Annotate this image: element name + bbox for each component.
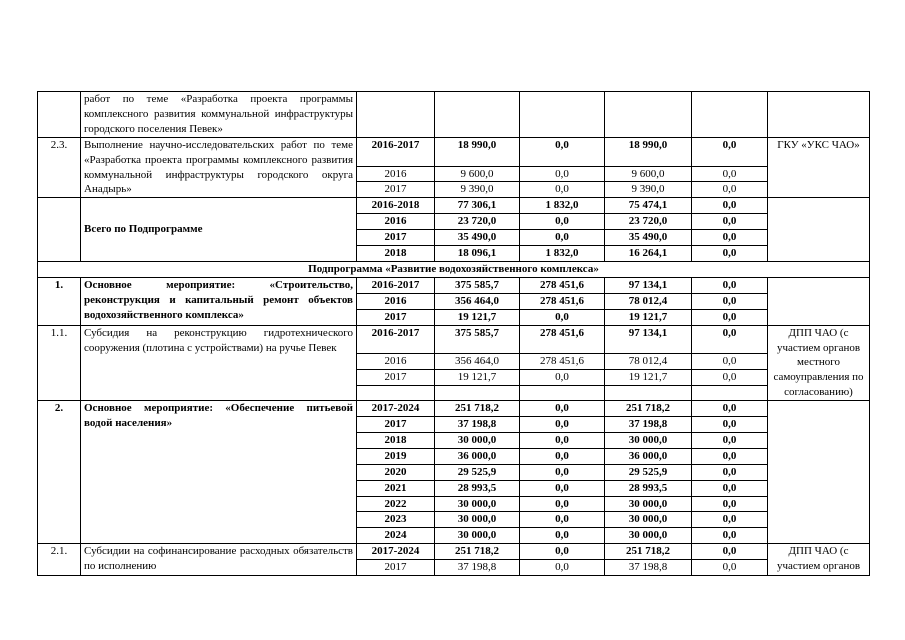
empty-cell: [692, 92, 768, 138]
item-number: 1.1.: [38, 325, 81, 401]
period-cell: 2018: [357, 432, 435, 448]
empty-cell: [520, 92, 605, 138]
local-cell: 0,0: [692, 432, 768, 448]
period-cell: 2017: [357, 230, 435, 246]
local-cell: 0,0: [692, 528, 768, 544]
item-description: Субсидия на реконструкцию гидротехнического сооружения (плотина с устройствами) на ручье Певек: [81, 325, 357, 401]
federal-cell: 0,0: [520, 448, 605, 464]
okrug-cell: 9 600,0: [605, 166, 692, 182]
item-number: [38, 92, 81, 138]
period-cell: 2016: [357, 293, 435, 309]
total-cell: 37 198,8: [435, 560, 520, 576]
total-cell: 9 390,0: [435, 182, 520, 198]
period-cell: 2017: [357, 417, 435, 433]
empty-cell: [435, 92, 520, 138]
item-number: 2.: [38, 401, 81, 544]
item-description: Субсидии на софинансирование расходных обязательств по исполнению: [81, 544, 357, 576]
local-cell: 0,0: [692, 417, 768, 433]
period-cell: 2017-2024: [357, 401, 435, 417]
federal-cell: 0,0: [520, 401, 605, 417]
total-cell: 36 000,0: [435, 448, 520, 464]
total-cell: 375 585,7: [435, 277, 520, 293]
total-cell: 29 525,9: [435, 464, 520, 480]
period-cell: 2016: [357, 166, 435, 182]
total-cell: 356 464,0: [435, 354, 520, 370]
local-cell: 0,0: [692, 166, 768, 182]
local-cell: 0,0: [692, 214, 768, 230]
period-cell: 2016-2018: [357, 198, 435, 214]
local-cell: 0,0: [692, 137, 768, 166]
section-title: Подпрограмма «Развитие водохозяйственного комплекса»: [38, 261, 870, 277]
federal-cell: 0,0: [520, 182, 605, 198]
federal-cell: 278 451,6: [520, 293, 605, 309]
okrug-cell: 28 993,5: [605, 480, 692, 496]
table-row: [38, 137, 870, 166]
federal-cell: 278 451,6: [520, 325, 605, 354]
okrug-cell: 251 718,2: [605, 401, 692, 417]
period-cell: 2017: [357, 309, 435, 325]
period-cell: [357, 386, 435, 401]
table-row: [38, 544, 870, 560]
total-cell: 35 490,0: [435, 230, 520, 246]
period-cell: 2017-2024: [357, 544, 435, 560]
executor-cell: ДПП ЧАО (с участием органов: [768, 544, 870, 576]
table-row: [38, 92, 870, 138]
federal-cell: 0,0: [520, 417, 605, 433]
period-cell: 2016-2017: [357, 137, 435, 166]
federal-cell: 0,0: [520, 166, 605, 182]
federal-cell: 0,0: [520, 309, 605, 325]
period-cell: 2018: [357, 246, 435, 262]
total-cell: 19 121,7: [435, 370, 520, 386]
item-number: 1.: [38, 277, 81, 325]
item-description: работ по теме «Разработка проекта программы комплексного развития коммунальной инфраструктуры городского поселения Певек»: [81, 92, 357, 138]
okrug-cell: 23 720,0: [605, 214, 692, 230]
federal-cell: 0,0: [520, 214, 605, 230]
local-cell: 0,0: [692, 230, 768, 246]
total-cell: 30 000,0: [435, 528, 520, 544]
total-cell: 18 990,0: [435, 137, 520, 166]
local-cell: 0,0: [692, 354, 768, 370]
okrug-cell: 35 490,0: [605, 230, 692, 246]
empty-cell: [357, 92, 435, 138]
program-funding-table: [37, 91, 870, 576]
item-description: Всего по Подпрограмме: [81, 198, 357, 262]
executor-cell: ГКУ «УКС ЧАО»: [768, 137, 870, 198]
executor-cell: [768, 277, 870, 325]
federal-cell: 0,0: [520, 560, 605, 576]
federal-cell: 0,0: [520, 370, 605, 386]
period-cell: 2017: [357, 182, 435, 198]
okrug-cell: 78 012,4: [605, 354, 692, 370]
federal-cell: 0,0: [520, 432, 605, 448]
table-row: [38, 401, 870, 417]
federal-cell: 0,0: [520, 544, 605, 560]
total-cell: 375 585,7: [435, 325, 520, 354]
federal-cell: 0,0: [520, 480, 605, 496]
federal-cell: 0,0: [520, 137, 605, 166]
local-cell: 0,0: [692, 293, 768, 309]
local-cell: 0,0: [692, 512, 768, 528]
local-cell: 0,0: [692, 198, 768, 214]
local-cell: 0,0: [692, 560, 768, 576]
okrug-cell: 36 000,0: [605, 448, 692, 464]
total-cell: 23 720,0: [435, 214, 520, 230]
item-description: Основное мероприятие: «Обеспечение питьевой водой населения»: [81, 401, 357, 544]
okrug-cell: 29 525,9: [605, 464, 692, 480]
federal-cell: 1 832,0: [520, 246, 605, 262]
okrug-cell: 19 121,7: [605, 370, 692, 386]
okrug-cell: 37 198,8: [605, 560, 692, 576]
item-description: Выполнение научно-исследовательских работ по теме «Разработка проекта программы комплексного развития коммунальной инфраструктуры городского округа Анадырь»: [81, 137, 357, 198]
item-number: 2.3.: [38, 137, 81, 198]
period-cell: 2022: [357, 496, 435, 512]
executor-cell: ДПП ЧАО (с участием органов местного самоуправления по согласованию): [768, 325, 870, 401]
total-cell: 18 096,1: [435, 246, 520, 262]
federal-cell: 0,0: [520, 230, 605, 246]
okrug-cell: 251 718,2: [605, 544, 692, 560]
okrug-cell: 30 000,0: [605, 528, 692, 544]
local-cell: 0,0: [692, 544, 768, 560]
item-description: Основное мероприятие: «Строительство, реконструкция и капитальный ремонт объектов водохозяйственного комплекса»: [81, 277, 357, 325]
period-cell: 2016-2017: [357, 325, 435, 354]
local-cell: 0,0: [692, 480, 768, 496]
total-cell: [435, 386, 520, 401]
federal-cell: 0,0: [520, 528, 605, 544]
item-number: [38, 198, 81, 262]
okrug-cell: 97 134,1: [605, 325, 692, 354]
okrug-cell: 37 198,8: [605, 417, 692, 433]
okrug-cell: 18 990,0: [605, 137, 692, 166]
local-cell: 0,0: [692, 277, 768, 293]
item-number: 2.1.: [38, 544, 81, 576]
total-cell: 37 198,8: [435, 417, 520, 433]
local-cell: 0,0: [692, 309, 768, 325]
period-cell: 2016: [357, 214, 435, 230]
federal-cell: 278 451,6: [520, 277, 605, 293]
local-cell: 0,0: [692, 448, 768, 464]
local-cell: 0,0: [692, 496, 768, 512]
local-cell: 0,0: [692, 182, 768, 198]
local-cell: [692, 386, 768, 401]
local-cell: 0,0: [692, 325, 768, 354]
period-cell: 2017: [357, 560, 435, 576]
local-cell: 0,0: [692, 246, 768, 262]
federal-cell: 1 832,0: [520, 198, 605, 214]
period-cell: 2017: [357, 370, 435, 386]
okrug-cell: 16 264,1: [605, 246, 692, 262]
federal-cell: 0,0: [520, 464, 605, 480]
okrug-cell: [605, 386, 692, 401]
local-cell: 0,0: [692, 370, 768, 386]
period-cell: 2021: [357, 480, 435, 496]
empty-cell: [605, 92, 692, 138]
period-cell: 2024: [357, 528, 435, 544]
okrug-cell: 30 000,0: [605, 432, 692, 448]
federal-cell: 278 451,6: [520, 354, 605, 370]
total-cell: 30 000,0: [435, 512, 520, 528]
period-cell: 2016-2017: [357, 277, 435, 293]
section-row: [38, 261, 870, 277]
total-cell: 77 306,1: [435, 198, 520, 214]
total-cell: 251 718,2: [435, 544, 520, 560]
table-row: [38, 325, 870, 354]
period-cell: 2019: [357, 448, 435, 464]
okrug-cell: 30 000,0: [605, 496, 692, 512]
okrug-cell: 9 390,0: [605, 182, 692, 198]
executor-cell: [768, 198, 870, 262]
total-cell: 251 718,2: [435, 401, 520, 417]
total-cell: 30 000,0: [435, 496, 520, 512]
total-cell: 28 993,5: [435, 480, 520, 496]
federal-cell: 0,0: [520, 496, 605, 512]
okrug-cell: 78 012,4: [605, 293, 692, 309]
okrug-cell: 19 121,7: [605, 309, 692, 325]
total-cell: 19 121,7: [435, 309, 520, 325]
local-cell: 0,0: [692, 464, 768, 480]
table-row: [38, 277, 870, 293]
okrug-cell: 30 000,0: [605, 512, 692, 528]
local-cell: 0,0: [692, 401, 768, 417]
okrug-cell: 97 134,1: [605, 277, 692, 293]
total-cell: 30 000,0: [435, 432, 520, 448]
executor-cell: [768, 92, 870, 138]
okrug-cell: 75 474,1: [605, 198, 692, 214]
total-cell: 9 600,0: [435, 166, 520, 182]
period-cell: 2016: [357, 354, 435, 370]
total-cell: 356 464,0: [435, 293, 520, 309]
federal-cell: [520, 386, 605, 401]
period-cell: 2023: [357, 512, 435, 528]
federal-cell: 0,0: [520, 512, 605, 528]
table-row: [38, 198, 870, 214]
executor-cell: [768, 401, 870, 544]
period-cell: 2020: [357, 464, 435, 480]
